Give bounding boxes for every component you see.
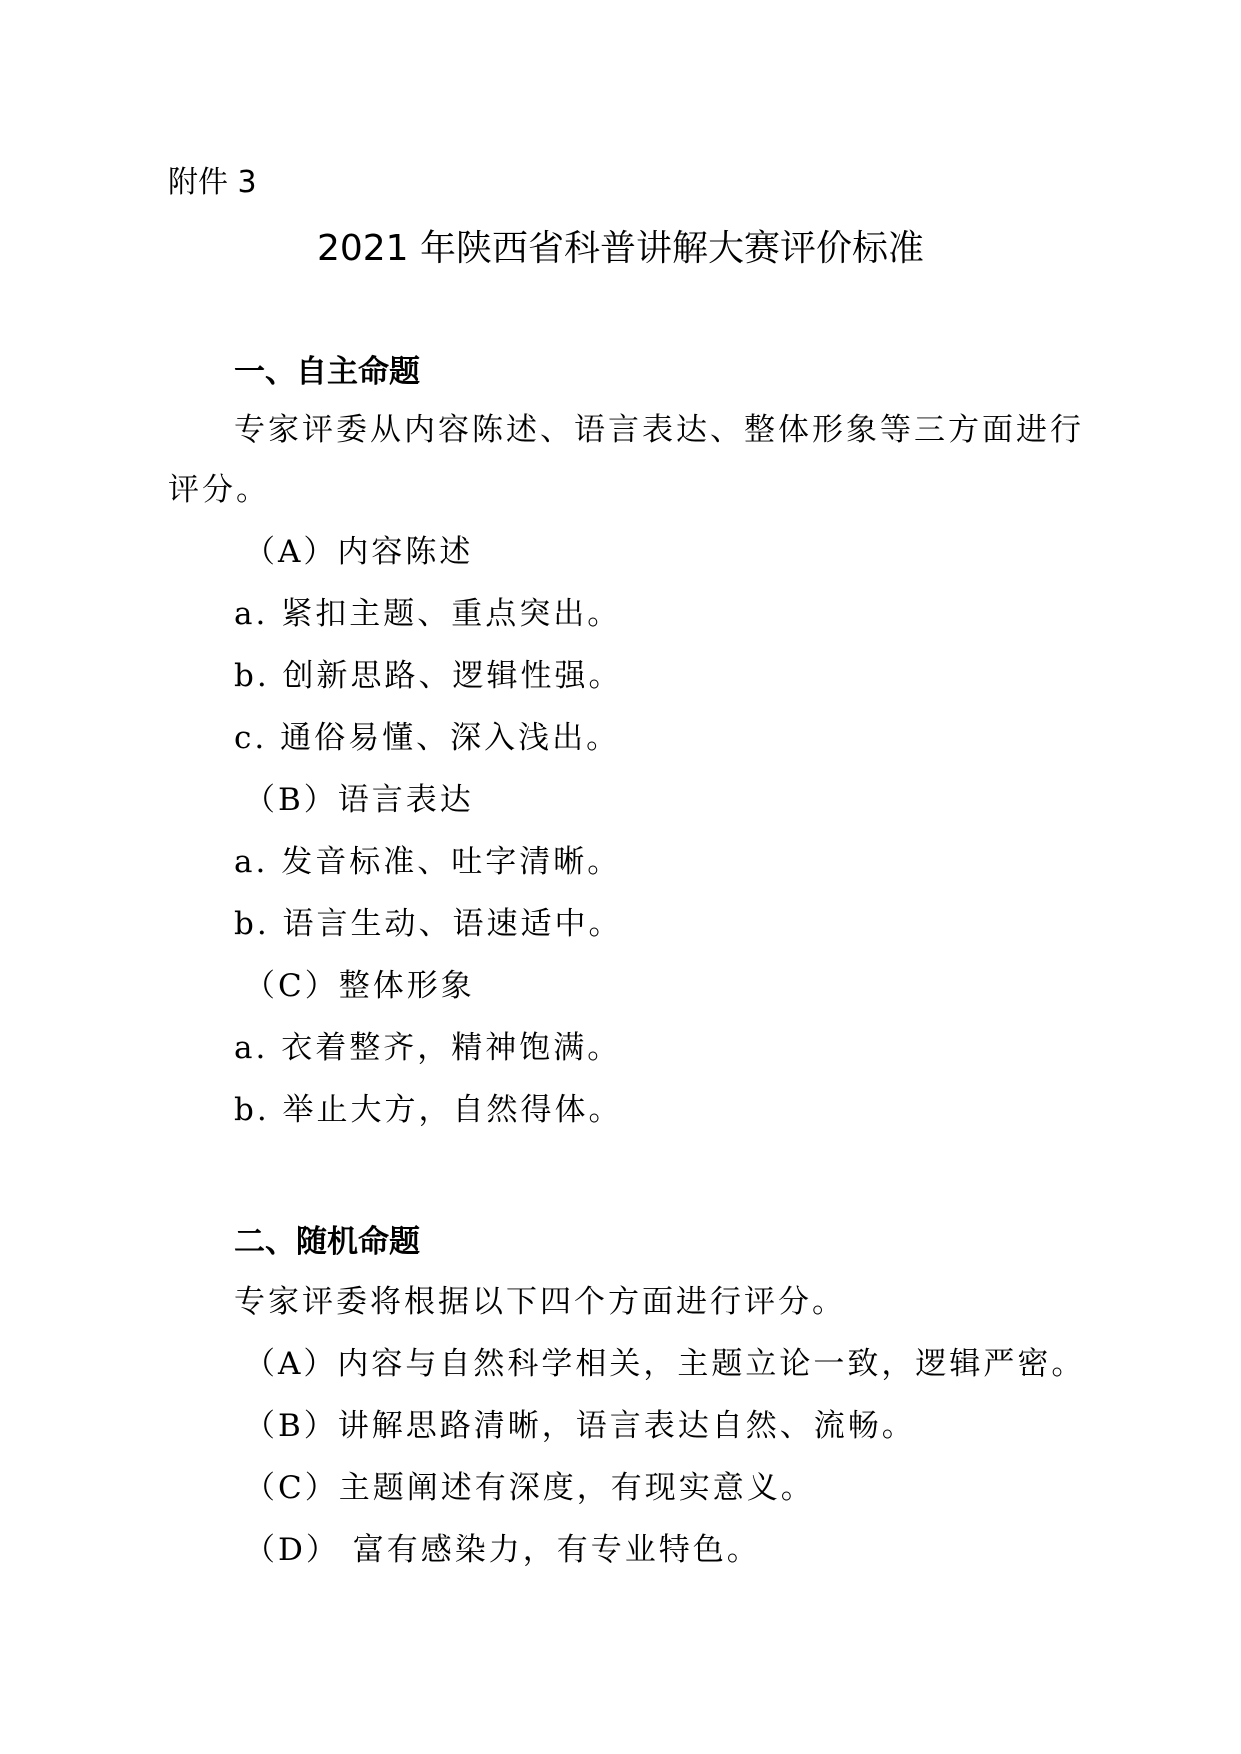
criterion-item: （A）内容与自然科学相关，主题立论一致，逻辑严密。 (244, 1346, 1086, 1382)
section1-heading: 一、自主命题 (234, 354, 420, 390)
group-b-heading: （B）语言表达 (244, 782, 474, 818)
group-c-item: a. 衣着整齐，精神饱满。 (234, 1030, 622, 1066)
page-title: 2021 年陕西省科普讲解大赛评价标准 (316, 228, 925, 269)
group-c-item: b. 举止大方，自然得体。 (234, 1092, 623, 1128)
group-a-item: c. 通俗易懂、深入浅出。 (234, 720, 621, 756)
criterion-item: （B）讲解思路清晰，语言表达自然、流畅。 (244, 1408, 916, 1444)
section2-intro: 专家评委将根据以下四个方面进行评分。 (234, 1284, 846, 1320)
group-a-item: a. 紧扣主题、重点突出。 (234, 596, 622, 632)
group-b-item: b. 语言生动、语速适中。 (234, 906, 623, 942)
section1-intro-line2: 评分。 (168, 472, 270, 508)
group-a-item: b. 创新思路、逻辑性强。 (234, 658, 623, 694)
group-b-item: a. 发音标准、吐字清晰。 (234, 844, 622, 880)
section2-heading: 二、随机命题 (234, 1224, 420, 1260)
section1-intro-line1: 专家评委从内容陈述、语言表达、整体形象等三方面进行 (234, 412, 1084, 448)
criterion-item: （C）主题阐述有深度，有现实意义。 (244, 1470, 815, 1506)
group-a-heading: （A）内容陈述 (244, 534, 474, 570)
criterion-item: （D） 富有感染力，有专业特色。 (244, 1532, 761, 1568)
group-c-heading: （C）整体形象 (244, 968, 475, 1004)
attachment-label: 附件 3 (168, 165, 257, 200)
